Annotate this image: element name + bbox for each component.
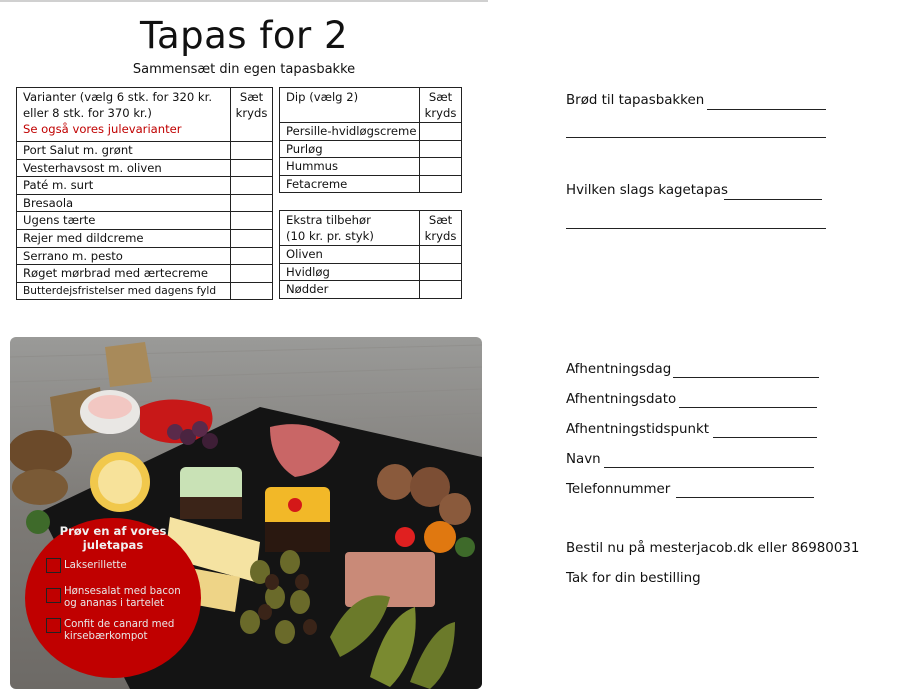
promo-item-label: Hønsesalat med bacon <box>64 586 181 597</box>
dip-header-row <box>280 88 462 123</box>
varianter-item: Serrano m. pesto <box>17 247 231 265</box>
promo-title-line1: Prøv en af vores <box>59 524 167 538</box>
promo-checkbox[interactable] <box>46 618 61 633</box>
dip-header: Dip (vælg 2) <box>280 88 420 123</box>
pickup-day-label: Afhentningsdag <box>566 362 672 377</box>
table-row <box>280 175 462 193</box>
dip-check-header <box>420 88 462 123</box>
extra-item: Oliven <box>280 246 420 264</box>
check-header-line1: Sæt <box>428 213 453 227</box>
pickup-date-line[interactable] <box>679 407 817 408</box>
varianter-checkbox[interactable] <box>231 142 273 160</box>
table-row <box>17 282 273 300</box>
varianter-item: Røget mørbrad med ærtecreme <box>17 265 231 283</box>
check-header-line2: kryds <box>235 106 268 120</box>
phone-label: Telefonnummer <box>566 482 671 497</box>
varianter-item: Bresaola <box>17 194 231 212</box>
page-top-edge <box>0 0 488 2</box>
table-row <box>280 263 462 281</box>
phone-line[interactable] <box>676 497 814 498</box>
varianter-checkbox[interactable] <box>231 194 273 212</box>
thanks-text: Tak for din bestilling <box>566 571 701 586</box>
promo-item-label: Confit de canard med <box>64 619 175 630</box>
table-row <box>280 123 462 141</box>
table-row <box>280 281 462 299</box>
extra-header-line2: (10 kr. pr. styk) <box>286 229 374 243</box>
varianter-header-cell <box>17 88 231 142</box>
check-header-line1: Sæt <box>428 90 453 104</box>
cake-input-line[interactable] <box>724 199 822 200</box>
varianter-check-header <box>231 88 273 142</box>
page-title: Tapas for 2 <box>139 14 349 57</box>
table-row <box>17 212 273 230</box>
varianter-checkbox[interactable] <box>231 247 273 265</box>
varianter-checkbox[interactable] <box>231 282 273 300</box>
cake-label: Hvilken slags kagetapas <box>566 183 728 198</box>
check-header-line2: kryds <box>424 106 457 120</box>
page-subtitle: Sammensæt din egen tapasbakke <box>132 62 356 77</box>
pickup-date-label: Afhentningsdato <box>566 392 677 407</box>
extra-header-line1: Ekstra tilbehør <box>286 213 371 227</box>
table-row <box>17 229 273 247</box>
juletapas-promo <box>25 518 201 678</box>
varianter-checkbox[interactable] <box>231 159 273 177</box>
dip-item: Hummus <box>280 158 420 176</box>
varianter-checkbox[interactable] <box>231 265 273 283</box>
varianter-item: Vesterhavsost m. oliven <box>17 159 231 177</box>
bread-input-line-2[interactable] <box>566 137 826 138</box>
promo-title <box>25 524 201 552</box>
varianter-item: Port Salut m. grønt <box>17 142 231 160</box>
varianter-item: Ugens tærte <box>17 212 231 230</box>
dip-table <box>279 87 462 193</box>
name-line[interactable] <box>604 467 814 468</box>
julevarianter-link[interactable]: Se også vores julevarianter <box>23 122 182 136</box>
table-row <box>17 194 273 212</box>
extra-checkbox[interactable] <box>420 281 462 299</box>
dip-item: Fetacreme <box>280 175 420 193</box>
cake-input-line-2[interactable] <box>566 228 826 229</box>
extra-table <box>279 210 462 299</box>
table-row <box>17 247 273 265</box>
dip-checkbox[interactable] <box>420 123 462 141</box>
promo-item-label: Lakserillette <box>64 560 127 571</box>
varianter-item: Butterdejsfristelser med dagens fyld <box>17 282 231 300</box>
varianter-item: Paté m. surt <box>17 177 231 195</box>
extra-item: Hvidløg <box>280 263 420 281</box>
table-row <box>17 265 273 283</box>
promo-title-line2: juletapas <box>82 538 144 552</box>
dip-checkbox[interactable] <box>420 175 462 193</box>
table-row <box>17 177 273 195</box>
table-row <box>280 246 462 264</box>
bread-input-line[interactable] <box>707 109 826 110</box>
table-row <box>280 140 462 158</box>
extra-checkbox[interactable] <box>420 246 462 264</box>
table-row <box>17 159 273 177</box>
dip-item: Purløg <box>280 140 420 158</box>
varianter-header-line2: eller 8 stk. for 370 kr.) <box>23 106 152 120</box>
pickup-day-line[interactable] <box>673 377 819 378</box>
table-row <box>17 142 273 160</box>
pickup-time-label: Afhentningstidspunkt <box>566 422 709 437</box>
promo-checkbox[interactable] <box>46 558 61 573</box>
varianter-table <box>16 87 273 300</box>
extra-item: Nødder <box>280 281 420 299</box>
check-header-line2: kryds <box>424 229 457 243</box>
extra-header <box>280 211 420 246</box>
varianter-checkbox[interactable] <box>231 229 273 247</box>
promo-item-label-2: kirsebærkompot <box>64 631 148 642</box>
varianter-item: Rejer med dildcreme <box>17 229 231 247</box>
varianter-header-row <box>17 88 273 142</box>
varianter-header-line1: Varianter (vælg 6 stk. for 320 kr. <box>23 90 213 104</box>
pickup-time-line[interactable] <box>713 437 817 438</box>
name-label: Navn <box>566 452 601 467</box>
varianter-checkbox[interactable] <box>231 212 273 230</box>
dip-checkbox[interactable] <box>420 140 462 158</box>
order-info: Bestil nu på mesterjacob.dk eller 86980031 <box>566 541 860 556</box>
bread-label: Brød til tapasbakken <box>566 93 705 108</box>
extra-check-header <box>420 211 462 246</box>
extra-header-row <box>280 211 462 246</box>
dip-item: Persille-hvidløgscreme <box>280 123 420 141</box>
table-row <box>280 158 462 176</box>
extra-checkbox[interactable] <box>420 263 462 281</box>
varianter-checkbox[interactable] <box>231 177 273 195</box>
promo-item-label-2: og ananas i tartelet <box>64 598 164 609</box>
dip-checkbox[interactable] <box>420 158 462 176</box>
promo-checkbox[interactable] <box>46 588 61 603</box>
check-header-line1: Sæt <box>239 90 264 104</box>
